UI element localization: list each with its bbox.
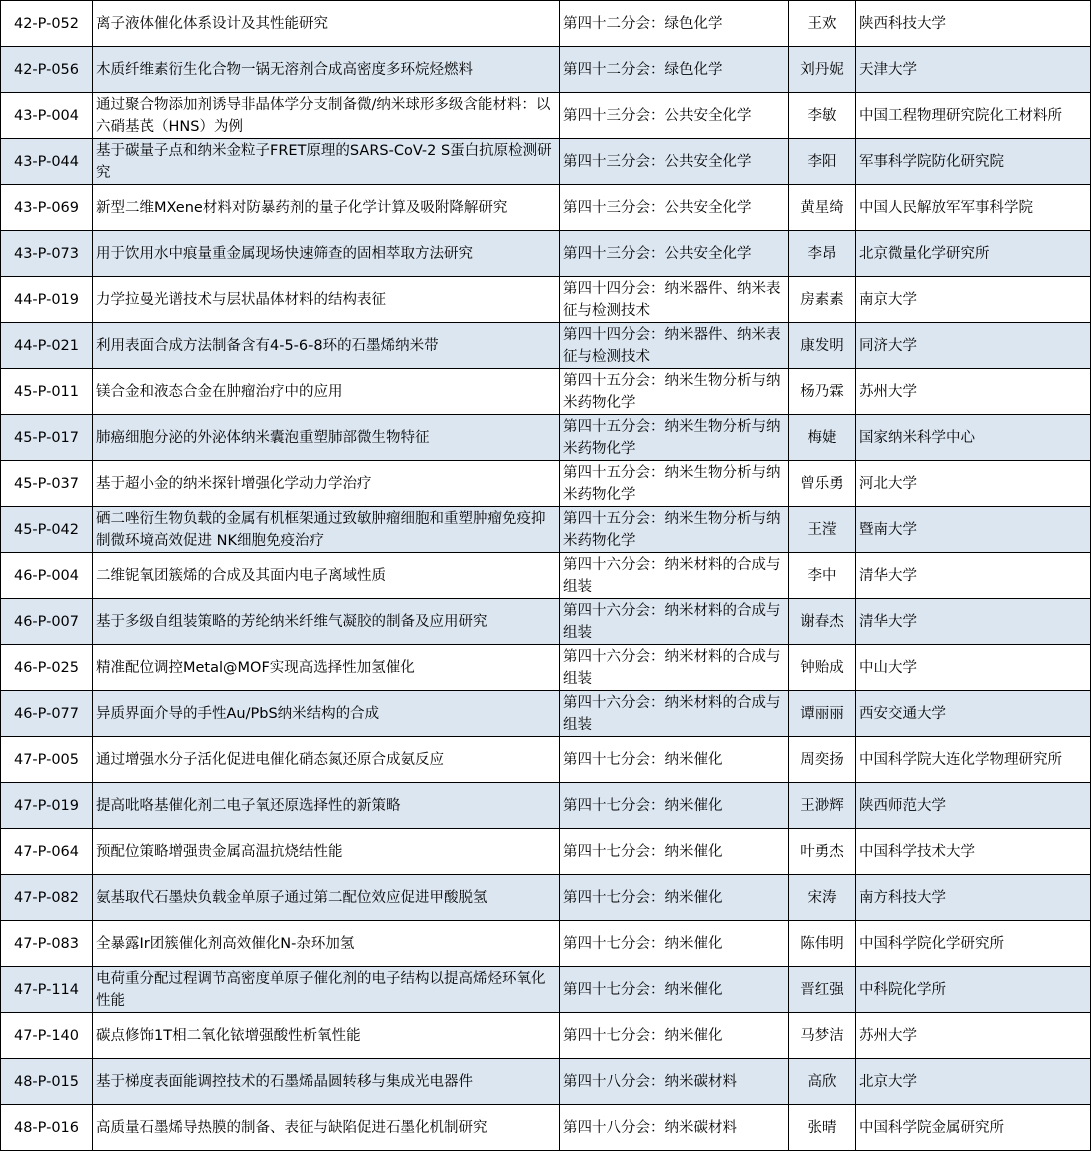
- institution-cell: 同济大学: [856, 323, 1091, 369]
- title-cell: 基于碳量子点和纳米金粒子FRET原理的SARS-CoV-2 S蛋白抗原检测研究: [93, 139, 560, 185]
- table-row: [1, 507, 1091, 553]
- author-cell: 高欣: [789, 1059, 856, 1105]
- table-row: [1, 185, 1091, 231]
- author-cell: 康发明: [789, 323, 856, 369]
- poster-id-cell: 43-P-073: [1, 231, 93, 277]
- author-cell: 梅婕: [789, 415, 856, 461]
- title-cell: 木质纤维素衍生化合物一锅无溶剂合成高密度多环烷烃燃料: [93, 47, 560, 93]
- poster-id-cell: 48-P-016: [1, 1105, 93, 1151]
- session-cell: 第四十三分会：公共安全化学: [560, 93, 789, 139]
- institution-cell: 北京大学: [856, 1059, 1091, 1105]
- title-cell: 电荷重分配过程调节高密度单原子催化剂的电子结构以提高烯烃环氧化性能: [93, 967, 560, 1013]
- title-cell: 通过聚合物添加剂诱导非晶体学分支制备微/纳米球形多级含能材料：以六硝基芪（HNS）为例: [93, 93, 560, 139]
- session-cell: 第四十七分会：纳米催化: [560, 737, 789, 783]
- institution-cell: 苏州大学: [856, 1013, 1091, 1059]
- table-row: [1, 921, 1091, 967]
- institution-cell: 中山大学: [856, 645, 1091, 691]
- session-cell: 第四十七分会：纳米催化: [560, 1013, 789, 1059]
- author-cell: 李阳: [789, 139, 856, 185]
- table-row: [1, 553, 1091, 599]
- author-cell: 叶勇杰: [789, 829, 856, 875]
- institution-cell: 南方科技大学: [856, 875, 1091, 921]
- author-cell: 陈伟明: [789, 921, 856, 967]
- session-cell: 第四十三分会：公共安全化学: [560, 139, 789, 185]
- author-cell: 李昂: [789, 231, 856, 277]
- institution-cell: 中科院化学所: [856, 967, 1091, 1013]
- institution-cell: 中国科学技术大学: [856, 829, 1091, 875]
- author-cell: 李中: [789, 553, 856, 599]
- institution-cell: 军事科学院防化研究院: [856, 139, 1091, 185]
- poster-id-cell: 44-P-021: [1, 323, 93, 369]
- table-row: [1, 645, 1091, 691]
- session-cell: 第四十六分会：纳米材料的合成与组装: [560, 645, 789, 691]
- session-cell: 第四十三分会：公共安全化学: [560, 185, 789, 231]
- table-row: [1, 783, 1091, 829]
- table-row: [1, 93, 1091, 139]
- author-cell: 王渺辉: [789, 783, 856, 829]
- author-cell: 黄星绮: [789, 185, 856, 231]
- institution-cell: 天津大学: [856, 47, 1091, 93]
- poster-id-cell: 47-P-019: [1, 783, 93, 829]
- author-cell: 张晴: [789, 1105, 856, 1151]
- institution-cell: 国家纳米科学中心: [856, 415, 1091, 461]
- institution-cell: 中国科学院大连化学物理研究所: [856, 737, 1091, 783]
- institution-cell: 中国工程物理研究院化工材料所: [856, 93, 1091, 139]
- poster-id-cell: 46-P-025: [1, 645, 93, 691]
- institution-cell: 河北大学: [856, 461, 1091, 507]
- author-cell: 房素素: [789, 277, 856, 323]
- institution-cell: 中国人民解放军军事科学院: [856, 185, 1091, 231]
- poster-id-cell: 45-P-011: [1, 369, 93, 415]
- title-cell: 硒二唑衍生物负载的金属有机框架通过致敏肿瘤细胞和重塑肿瘤免疫抑制微环境高效促进 NK细胞免疫治疗: [93, 507, 560, 553]
- table-row: [1, 691, 1091, 737]
- poster-id-cell: 47-P-064: [1, 829, 93, 875]
- session-cell: 第四十七分会：纳米催化: [560, 967, 789, 1013]
- institution-cell: 北京微量化学研究所: [856, 231, 1091, 277]
- poster-id-cell: 48-P-015: [1, 1059, 93, 1105]
- session-cell: 第四十三分会：公共安全化学: [560, 231, 789, 277]
- poster-id-cell: 47-P-083: [1, 921, 93, 967]
- author-cell: 王滢: [789, 507, 856, 553]
- table-row: [1, 1013, 1091, 1059]
- session-cell: 第四十六分会：纳米材料的合成与组装: [560, 599, 789, 645]
- title-cell: 基于多级自组装策略的芳纶纳米纤维气凝胶的制备及应用研究: [93, 599, 560, 645]
- session-cell: 第四十八分会：纳米碳材料: [560, 1105, 789, 1151]
- author-cell: 李敏: [789, 93, 856, 139]
- table-row: [1, 967, 1091, 1013]
- institution-cell: 中国科学院化学研究所: [856, 921, 1091, 967]
- title-cell: 力学拉曼光谱技术与层状晶体材料的结构表征: [93, 277, 560, 323]
- poster-id-cell: 43-P-004: [1, 93, 93, 139]
- session-cell: 第四十五分会：纳米生物分析与纳米药物化学: [560, 415, 789, 461]
- table-row: [1, 829, 1091, 875]
- poster-id-cell: 47-P-114: [1, 967, 93, 1013]
- session-cell: 第四十五分会：纳米生物分析与纳米药物化学: [560, 461, 789, 507]
- title-cell: 用于饮用水中痕量重金属现场快速筛查的固相萃取方法研究: [93, 231, 560, 277]
- table-body: [1, 1, 1091, 1151]
- institution-cell: 苏州大学: [856, 369, 1091, 415]
- session-cell: 第四十四分会：纳米器件、纳米表征与检测技术: [560, 323, 789, 369]
- title-cell: 利用表面合成方法制备含有4-5-6-8环的石墨烯纳米带: [93, 323, 560, 369]
- title-cell: 提高吡咯基催化剂二电子氧还原选择性的新策略: [93, 783, 560, 829]
- table-row: [1, 1105, 1091, 1151]
- author-cell: 宋涛: [789, 875, 856, 921]
- institution-cell: 南京大学: [856, 277, 1091, 323]
- author-cell: 周奕扬: [789, 737, 856, 783]
- title-cell: 二维铌氧团簇烯的合成及其面内电子离域性质: [93, 553, 560, 599]
- poster-id-cell: 46-P-007: [1, 599, 93, 645]
- session-cell: 第四十四分会：纳米器件、纳米表征与检测技术: [560, 277, 789, 323]
- table-row: [1, 1, 1091, 47]
- table-row: [1, 1059, 1091, 1105]
- institution-cell: 中国科学院金属研究所: [856, 1105, 1091, 1151]
- poster-id-cell: 45-P-037: [1, 461, 93, 507]
- poster-id-cell: 43-P-069: [1, 185, 93, 231]
- table-row: [1, 369, 1091, 415]
- author-cell: 刘丹妮: [789, 47, 856, 93]
- author-cell: 谭丽丽: [789, 691, 856, 737]
- author-cell: 谢春杰: [789, 599, 856, 645]
- poster-id-cell: 44-P-019: [1, 277, 93, 323]
- title-cell: 高质量石墨烯导热膜的制备、表征与缺陷促进石墨化机制研究: [93, 1105, 560, 1151]
- table-row: [1, 737, 1091, 783]
- poster-id-cell: 42-P-052: [1, 1, 93, 47]
- table-row: [1, 139, 1091, 185]
- institution-cell: 西安交通大学: [856, 691, 1091, 737]
- author-cell: 钟贻成: [789, 645, 856, 691]
- author-cell: 曾乐勇: [789, 461, 856, 507]
- poster-id-cell: 47-P-005: [1, 737, 93, 783]
- author-cell: 晋红强: [789, 967, 856, 1013]
- poster-id-cell: 45-P-017: [1, 415, 93, 461]
- institution-cell: 陕西科技大学: [856, 1, 1091, 47]
- poster-id-cell: 47-P-082: [1, 875, 93, 921]
- author-cell: 王欢: [789, 1, 856, 47]
- title-cell: 肺癌细胞分泌的外泌体纳米囊泡重塑肺部微生物特征: [93, 415, 560, 461]
- poster-id-cell: 47-P-140: [1, 1013, 93, 1059]
- table-row: [1, 461, 1091, 507]
- title-cell: 精准配位调控Metal@MOF实现高选择性加氢催化: [93, 645, 560, 691]
- title-cell: 预配位策略增强贵金属高温抗烧结性能: [93, 829, 560, 875]
- session-cell: 第四十五分会：纳米生物分析与纳米药物化学: [560, 369, 789, 415]
- poster-id-cell: 42-P-056: [1, 47, 93, 93]
- title-cell: 离子液体催化体系设计及其性能研究: [93, 1, 560, 47]
- table-row: [1, 323, 1091, 369]
- table-row: [1, 277, 1091, 323]
- session-cell: 第四十七分会：纳米催化: [560, 783, 789, 829]
- title-cell: 新型二维MXene材料对防暴药剂的量子化学计算及吸附降解研究: [93, 185, 560, 231]
- title-cell: 基于超小金的纳米探针增强化学动力学治疗: [93, 461, 560, 507]
- table-row: [1, 231, 1091, 277]
- institution-cell: 清华大学: [856, 599, 1091, 645]
- table-row: [1, 47, 1091, 93]
- session-cell: 第四十六分会：纳米材料的合成与组装: [560, 691, 789, 737]
- session-cell: 第四十六分会：纳米材料的合成与组装: [560, 553, 789, 599]
- poster-id-cell: 46-P-004: [1, 553, 93, 599]
- table-row: [1, 415, 1091, 461]
- session-cell: 第四十八分会：纳米碳材料: [560, 1059, 789, 1105]
- table-row: [1, 599, 1091, 645]
- poster-id-cell: 45-P-042: [1, 507, 93, 553]
- title-cell: 通过增强水分子活化促进电催化硝态氮还原合成氨反应: [93, 737, 560, 783]
- title-cell: 异质界面介导的手性Au/PbS纳米结构的合成: [93, 691, 560, 737]
- title-cell: 基于梯度表面能调控技术的石墨烯晶圆转移与集成光电器件: [93, 1059, 560, 1105]
- session-cell: 第四十二分会：绿色化学: [560, 47, 789, 93]
- title-cell: 全暴露Ir团簇催化剂高效催化N-杂环加氢: [93, 921, 560, 967]
- session-cell: 第四十五分会：纳米生物分析与纳米药物化学: [560, 507, 789, 553]
- institution-cell: 清华大学: [856, 553, 1091, 599]
- table-row: [1, 875, 1091, 921]
- session-cell: 第四十七分会：纳米催化: [560, 875, 789, 921]
- title-cell: 氨基取代石墨炔负载金单原子通过第二配位效应促进甲酸脱氢: [93, 875, 560, 921]
- institution-cell: 陕西师范大学: [856, 783, 1091, 829]
- title-cell: 碳点修饰1T相二氧化铱增强酸性析氧性能: [93, 1013, 560, 1059]
- session-cell: 第四十七分会：纳米催化: [560, 829, 789, 875]
- poster-id-cell: 43-P-044: [1, 139, 93, 185]
- session-cell: 第四十七分会：纳米催化: [560, 921, 789, 967]
- institution-cell: 暨南大学: [856, 507, 1091, 553]
- poster-id-cell: 46-P-077: [1, 691, 93, 737]
- session-cell: 第四十二分会：绿色化学: [560, 1, 789, 47]
- title-cell: 镁合金和液态合金在肿瘤治疗中的应用: [93, 369, 560, 415]
- author-cell: 马梦洁: [789, 1013, 856, 1059]
- author-cell: 杨乃霖: [789, 369, 856, 415]
